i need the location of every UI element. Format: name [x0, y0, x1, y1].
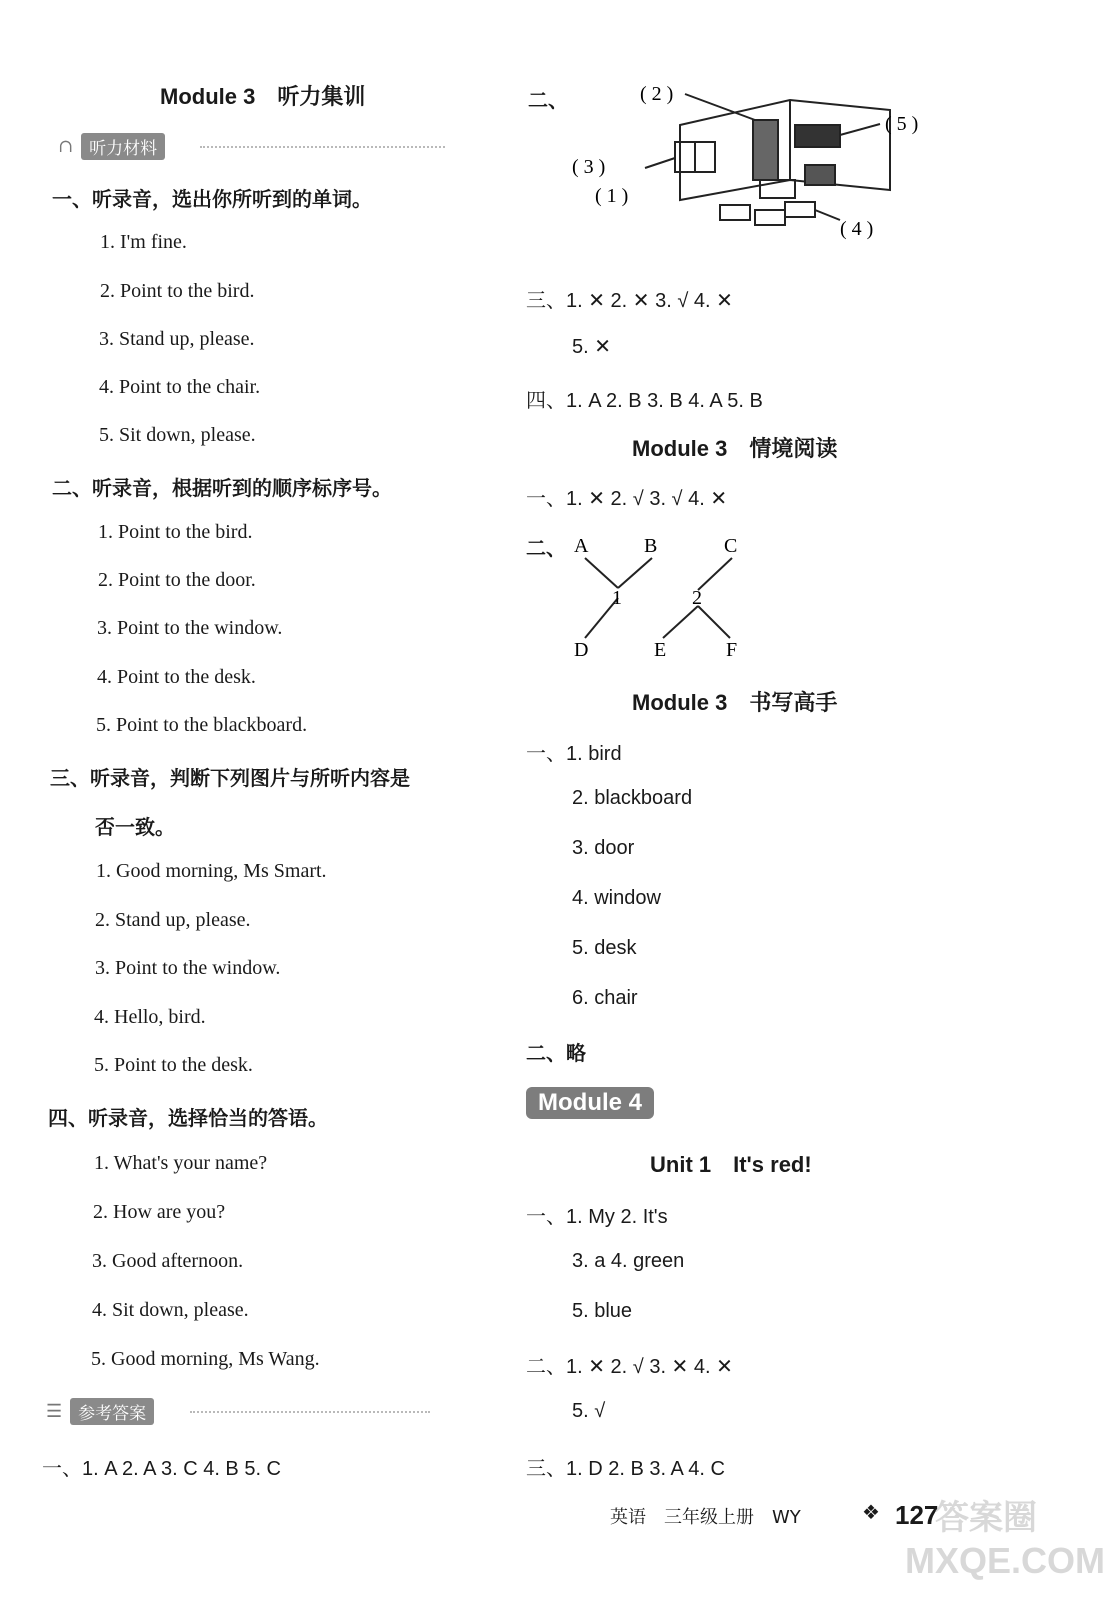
- list-item: 5. Point to the blackboard.: [96, 714, 308, 736]
- answers-line: 三、1. ✕ 2. ✕ 3. √ 4. ✕: [526, 290, 733, 312]
- match-a: A: [574, 535, 589, 557]
- list-icon: ☰: [46, 1401, 63, 1422]
- list-item: 5. Good morning, Ms Wang.: [91, 1348, 320, 1370]
- match-b: B: [644, 535, 658, 557]
- list-item: 一、1. bird: [526, 743, 622, 765]
- listening-material-tag: 听力材料: [81, 133, 165, 160]
- classroom-picture: [560, 80, 980, 265]
- list-item: 6. chair: [572, 987, 638, 1009]
- answers-header: [46, 1398, 154, 1425]
- match-c: C: [724, 535, 738, 557]
- answers-line: 3. a 4. green: [572, 1250, 685, 1272]
- label-5: ( 5 ): [885, 113, 919, 135]
- label-2: ( 2 ): [640, 83, 674, 105]
- list-item: 3. Stand up, please.: [99, 328, 255, 350]
- list-item: 5. Sit down, please.: [99, 424, 256, 446]
- divider-dots: [200, 146, 445, 148]
- list-item: 2. Stand up, please.: [95, 909, 251, 931]
- answers-line: 一、1. A 2. A 3. C 4. B 5. C: [42, 1458, 282, 1480]
- match-f: F: [726, 639, 738, 661]
- headphone-icon: ∩: [58, 136, 74, 157]
- list-item: 4. Sit down, please.: [92, 1299, 249, 1321]
- answers-line: 一、1. My 2. It's: [526, 1206, 668, 1228]
- footer-text: 英语 三年级上册 WY: [610, 1507, 801, 1528]
- watermark-url: MXQE.COM: [905, 1540, 1105, 1581]
- section-3-heading: 三、听录音，判断下列图片与所听内容是: [50, 766, 410, 790]
- module3-writing-title: Module 3 书写高手: [632, 690, 838, 715]
- list-item: 3. Point to the window.: [97, 617, 283, 639]
- matching-diagram: [560, 528, 760, 663]
- list-item: 4. window: [572, 887, 661, 909]
- list-item: 2. Point to the bird.: [100, 280, 255, 302]
- answers-line: 一、1. ✕ 2. √ 3. √ 4. ✕: [526, 488, 728, 510]
- answers-line: 5. ✕: [572, 336, 611, 358]
- section-1-heading: 一、听录音，选出你所听到的单词。: [52, 187, 372, 211]
- label-3: ( 3 ): [572, 156, 606, 178]
- list-item: 4. Hello, bird.: [94, 1006, 206, 1028]
- label-1: ( 1 ): [595, 185, 629, 207]
- page-number: 127: [895, 1500, 939, 1530]
- answers-line: 二、略: [526, 1041, 586, 1065]
- list-item: 1. I'm fine.: [100, 231, 187, 253]
- module3-listening-title: Module 3 听力集训: [160, 84, 366, 109]
- matching-label: 二、: [526, 536, 566, 560]
- list-item: 1. What's your name?: [94, 1152, 268, 1174]
- list-item: 2. Point to the door.: [98, 569, 256, 591]
- list-item: 4. Point to the desk.: [97, 666, 256, 688]
- listening-material-header: [58, 133, 165, 160]
- list-item: 2. blackboard: [572, 787, 693, 809]
- module3-reading-title: Module 3 情境阅读: [632, 436, 838, 461]
- section-3-heading-cont: 否一致。: [95, 815, 175, 839]
- answers-tag: 参考答案: [70, 1398, 154, 1425]
- diamond-icon: ❖: [862, 1500, 880, 1524]
- match-e: E: [654, 639, 667, 661]
- answers-line: 5. √: [572, 1400, 606, 1422]
- picture-section-label: 二、: [528, 88, 568, 112]
- list-item: 3. Point to the window.: [95, 957, 281, 979]
- match-d: D: [574, 639, 589, 661]
- match-2: 2: [692, 587, 702, 609]
- label-4: ( 4 ): [840, 218, 874, 240]
- section-2-heading: 二、听录音，根据听到的顺序标序号。: [52, 476, 392, 500]
- match-1: 1: [612, 587, 622, 609]
- answers-line: 5. blue: [572, 1300, 633, 1322]
- answers-line: 四、1. A 2. B 3. B 4. A 5. B: [526, 390, 763, 412]
- answers-line: 三、1. D 2. B 3. A 4. C: [526, 1458, 725, 1480]
- answers-line: 二、1. ✕ 2. √ 3. ✕ 4. ✕: [526, 1356, 733, 1378]
- unit1-title: Unit 1 It's red!: [650, 1152, 812, 1177]
- divider-dots: [190, 1411, 430, 1413]
- list-item: 5. Point to the desk.: [94, 1054, 253, 1076]
- section-4-heading: 四、听录音，选择恰当的答语。: [48, 1106, 328, 1130]
- list-item: 3. door: [572, 837, 635, 859]
- list-item: 3. Good afternoon.: [92, 1250, 244, 1272]
- module4-badge: Module 4: [526, 1087, 654, 1119]
- watermark-logo: 答案圈: [935, 1499, 1037, 1537]
- list-item: 1. Good morning, Ms Smart.: [96, 860, 327, 882]
- list-item: 4. Point to the chair.: [99, 376, 261, 398]
- list-item: 1. Point to the bird.: [98, 521, 253, 543]
- list-item: 2. How are you?: [93, 1201, 226, 1223]
- list-item: 5. desk: [572, 937, 637, 959]
